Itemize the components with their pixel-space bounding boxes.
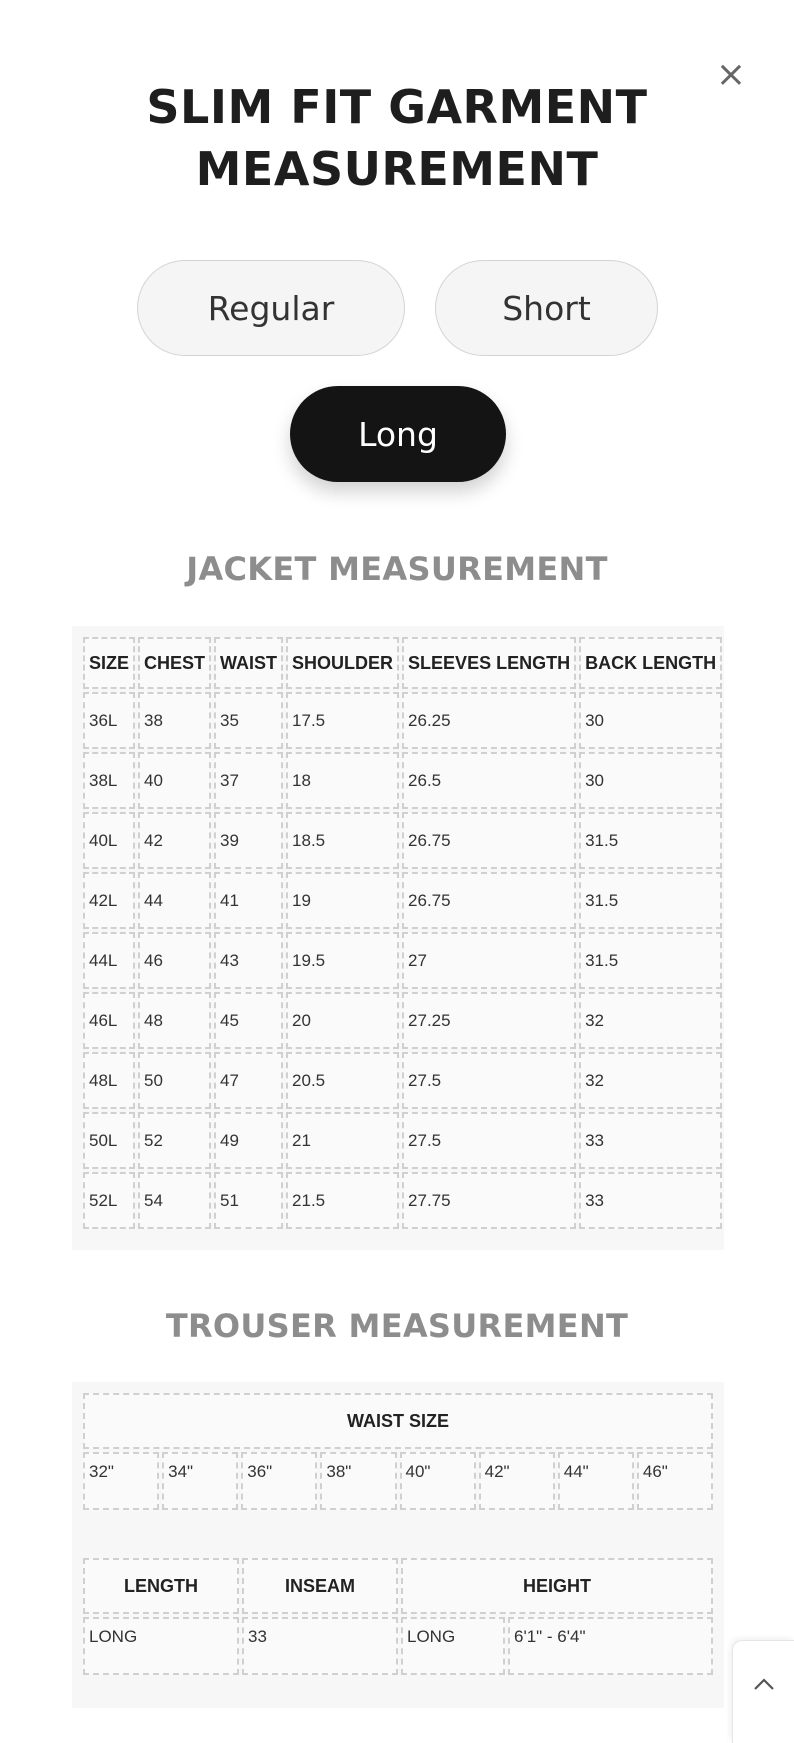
waist-size-cell: 46" [637,1452,713,1510]
table-cell: 26.75 [402,812,576,869]
table-cell: 50 [138,1052,211,1109]
jacket-measurement-table [72,626,724,1250]
table-cell: 20.5 [286,1052,399,1109]
table-row [83,872,722,929]
height-value: 6'1" - 6'4" [508,1617,713,1675]
table-cell: 40L [83,812,135,869]
modal-title-line-1: SLIM FIT GARMENT [146,80,648,134]
table-cell: 48L [83,1052,135,1109]
header-back-length: BACK LENGTH [579,637,722,689]
table-cell: 32 [579,1052,722,1109]
header-chest: CHEST [138,637,211,689]
header-waist: WAIST [214,637,283,689]
table-cell: 51 [214,1172,283,1229]
table-cell: 19 [286,872,399,929]
table-cell: 30 [579,692,722,749]
table-cell: 49 [214,1112,283,1169]
jacket-table-body [83,692,722,1229]
modal-title [0,76,794,200]
table-cell: 27 [402,932,576,989]
waist-size-cell: 44" [558,1452,634,1510]
table-cell: 31.5 [579,812,722,869]
table-cell: 46 [138,932,211,989]
header-length: LENGTH [83,1558,239,1614]
table-cell: 30 [579,752,722,809]
table-cell: 50L [83,1112,135,1169]
length-table [80,1555,716,1678]
table-cell: 36L [83,692,135,749]
table-cell: 45 [214,992,283,1049]
table-cell: 44 [138,872,211,929]
length-header-row [83,1558,713,1614]
table-cell: 21 [286,1112,399,1169]
waist-size-cell: 34" [162,1452,238,1510]
header-sleeves-length: SLEEVES LENGTH [402,637,576,689]
table-cell: 26.5 [402,752,576,809]
waist-size-cell: 42" [479,1452,555,1510]
inseam-value: 33 [242,1617,398,1675]
height-label: LONG [401,1617,505,1675]
header-size: SIZE [83,637,135,689]
table-row [83,1052,722,1109]
trouser-measurement-panel [72,1382,724,1708]
table-cell: 42L [83,872,135,929]
waist-size-header: WAIST SIZE [83,1393,713,1449]
length-row [83,1617,713,1675]
table-cell: 46L [83,992,135,1049]
jacket-table-header-row [83,637,722,689]
waist-size-cell: 32" [83,1452,159,1510]
table-cell: 43 [214,932,283,989]
table-cell: 40 [138,752,211,809]
table-cell: 31.5 [579,872,722,929]
table-cell: 52L [83,1172,135,1229]
table-cell: 47 [214,1052,283,1109]
table-cell: 20 [286,992,399,1049]
header-height: HEIGHT [401,1558,713,1614]
table-row [83,1172,722,1229]
table-cell: 33 [579,1112,722,1169]
trouser-measurement-title: TROUSER MEASUREMENT [165,1307,629,1345]
table-cell: 31.5 [579,932,722,989]
table-cell: 18.5 [286,812,399,869]
table-cell: 33 [579,1172,722,1229]
table-cell: 52 [138,1112,211,1169]
table-cell: 26.75 [402,872,576,929]
table-cell: 38 [138,692,211,749]
table-cell: 18 [286,752,399,809]
table-cell: 54 [138,1172,211,1229]
chevron-up-icon [752,1665,776,1743]
table-cell: 19.5 [286,932,399,989]
table-gap [80,1513,716,1555]
table-cell: 35 [214,692,283,749]
table-cell: 48 [138,992,211,1049]
waist-size-cell: 36" [241,1452,317,1510]
close-icon[interactable]: × [715,54,747,95]
table-cell: 21.5 [286,1172,399,1229]
table-cell: 27.5 [402,1052,576,1109]
table-cell: 32 [579,992,722,1049]
table-row [83,992,722,1049]
waist-size-table [80,1390,716,1513]
length-value: LONG [83,1617,239,1675]
table-cell: 27.25 [402,992,576,1049]
header-inseam: INSEAM [242,1558,398,1614]
table-cell: 27.5 [402,1112,576,1169]
table-row [83,932,722,989]
tab-regular[interactable]: Regular [137,260,405,356]
table-row [83,1112,722,1169]
table-row [83,692,722,749]
waist-size-header-row [83,1393,713,1449]
scroll-to-top-button[interactable] [732,1640,794,1743]
header-shoulder: SHOULDER [286,637,399,689]
table-row [83,752,722,809]
table-cell: 44L [83,932,135,989]
waist-size-cell: 40" [400,1452,476,1510]
table-cell: 37 [214,752,283,809]
waist-size-row [83,1452,713,1510]
table-cell: 27.75 [402,1172,576,1229]
table-cell: 26.25 [402,692,576,749]
table-cell: 38L [83,752,135,809]
table-cell: 42 [138,812,211,869]
jacket-measurement-title: JACKET MEASUREMENT [186,550,608,588]
table-cell: 41 [214,872,283,929]
waist-size-cell: 38" [320,1452,396,1510]
table-cell: 39 [214,812,283,869]
table-row [83,812,722,869]
modal-title-line-2: MEASUREMENT [195,142,599,196]
tab-long[interactable]: Long [290,386,506,482]
tab-short[interactable]: Short [435,260,658,356]
table-cell: 17.5 [286,692,399,749]
